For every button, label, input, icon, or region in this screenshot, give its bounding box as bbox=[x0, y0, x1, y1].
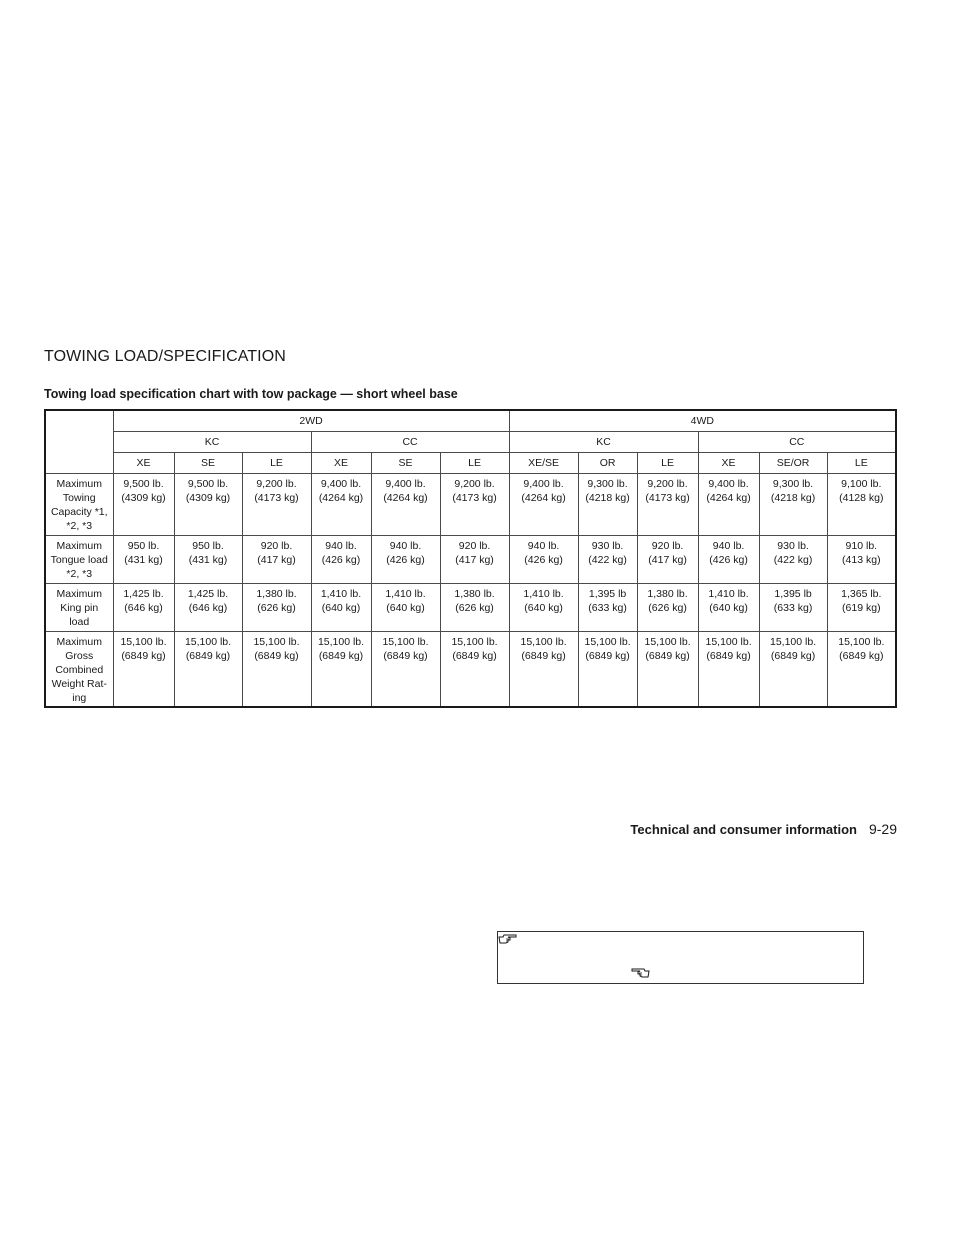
value-kg: (640 kg) bbox=[321, 602, 361, 614]
trim-header: OR bbox=[578, 453, 637, 474]
value-lb: 15,100 lb. bbox=[253, 636, 300, 648]
value-kg: (431 kg) bbox=[188, 554, 228, 566]
table-cell bbox=[113, 536, 174, 584]
trim-header: LE bbox=[637, 453, 698, 474]
value-lb: 9,400 lb. bbox=[708, 478, 749, 490]
row-label-line: Maximum bbox=[56, 540, 102, 552]
trim-header-row bbox=[45, 453, 896, 474]
value-lb: 910 lb. bbox=[845, 540, 878, 552]
row-label-line: *2, *3 bbox=[66, 520, 93, 532]
value-kg: (422 kg) bbox=[588, 554, 627, 566]
table-cell bbox=[759, 474, 827, 536]
row-label bbox=[45, 536, 113, 584]
value-lb: 1,380 lb. bbox=[647, 588, 688, 600]
trim-header: SE bbox=[174, 453, 242, 474]
value-kg: (4173 kg) bbox=[645, 492, 690, 504]
value-kg: (626 kg) bbox=[455, 602, 494, 614]
cab-header: KC bbox=[113, 432, 311, 453]
table-cell bbox=[371, 536, 440, 584]
value-kg: (4218 kg) bbox=[585, 492, 630, 504]
table-cell bbox=[509, 536, 578, 584]
value-kg: (633 kg) bbox=[773, 602, 813, 614]
value-lb: 940 lb. bbox=[527, 540, 560, 552]
value-lb: 1,395 lb bbox=[774, 588, 812, 600]
value-kg: (6849 kg) bbox=[254, 650, 299, 662]
value-lb: 9,200 lb. bbox=[454, 478, 495, 490]
value-kg: (4309 kg) bbox=[185, 492, 231, 504]
trim-header: SE bbox=[371, 453, 440, 474]
row-label-line: Combined bbox=[55, 664, 104, 676]
value-kg: (626 kg) bbox=[257, 602, 296, 614]
value-lb: 15,100 lb. bbox=[770, 636, 817, 648]
value-lb: 940 lb. bbox=[389, 540, 422, 552]
table-cell bbox=[371, 474, 440, 536]
value-lb: 1,425 lb. bbox=[123, 588, 164, 600]
value-kg: (6849 kg) bbox=[839, 650, 884, 662]
value-lb: 9,400 lb. bbox=[523, 478, 564, 490]
row-label-line: Gross bbox=[65, 650, 94, 662]
towing-spec-table bbox=[44, 409, 897, 708]
value-kg: (417 kg) bbox=[455, 554, 494, 566]
value-kg: (640 kg) bbox=[709, 602, 748, 614]
cab-header: KC bbox=[509, 432, 698, 453]
value-kg: (4264 kg) bbox=[706, 492, 751, 504]
table-cell bbox=[371, 632, 440, 708]
table-row bbox=[45, 632, 896, 708]
table-cell bbox=[311, 474, 371, 536]
table-cell bbox=[174, 584, 242, 632]
table-cell bbox=[440, 584, 509, 632]
table-cell bbox=[509, 584, 578, 632]
footer-section-name: Technical and consumer information bbox=[630, 822, 857, 837]
row-label-line: Maximum bbox=[56, 478, 102, 490]
table-cell bbox=[440, 536, 509, 584]
value-lb: 1,365 lb. bbox=[841, 588, 882, 600]
trim-header: XE bbox=[113, 453, 174, 474]
value-kg: (6849 kg) bbox=[318, 650, 364, 662]
row-label-line: King pin bbox=[60, 602, 99, 614]
table-cell bbox=[578, 474, 637, 536]
value-lb: 940 lb. bbox=[325, 540, 357, 552]
table-cell bbox=[827, 584, 896, 632]
value-kg: (6849 kg) bbox=[770, 650, 816, 662]
table-cell bbox=[637, 632, 698, 708]
value-lb: 930 lb. bbox=[591, 540, 624, 552]
value-kg: (4128 kg) bbox=[839, 492, 884, 504]
value-kg: (4264 kg) bbox=[383, 492, 428, 504]
drive-header: 4WD bbox=[509, 410, 896, 432]
value-lb: 1,410 lb. bbox=[320, 588, 362, 600]
value-lb: 15,100 lb. bbox=[838, 636, 885, 648]
table-cell bbox=[637, 474, 698, 536]
table-cell bbox=[174, 536, 242, 584]
table-cell bbox=[759, 584, 827, 632]
table-cell bbox=[578, 584, 637, 632]
value-kg: (6849 kg) bbox=[645, 650, 690, 662]
cab-header-row bbox=[45, 432, 896, 453]
page-number: 9-29 bbox=[868, 821, 897, 837]
trim-header: XE bbox=[698, 453, 759, 474]
table-cell bbox=[440, 632, 509, 708]
table-cell bbox=[174, 474, 242, 536]
table-cell bbox=[113, 584, 174, 632]
value-kg: (426 kg) bbox=[709, 554, 748, 566]
value-lb: 15,100 lb. bbox=[382, 636, 429, 648]
table-cell bbox=[113, 632, 174, 708]
value-kg: (633 kg) bbox=[588, 602, 627, 614]
value-kg: (4309 kg) bbox=[121, 492, 166, 504]
value-lb: 920 lb. bbox=[458, 540, 491, 552]
table-cell bbox=[698, 584, 759, 632]
drive-header-row bbox=[45, 410, 896, 432]
row-label bbox=[45, 474, 113, 536]
value-lb: 15,100 lb. bbox=[184, 636, 232, 648]
value-kg: (431 kg) bbox=[124, 554, 163, 566]
row-label-line: ing bbox=[72, 692, 87, 704]
page-footer bbox=[630, 821, 897, 837]
value-kg: (6849 kg) bbox=[383, 650, 428, 662]
trim-header: LE bbox=[242, 453, 311, 474]
value-kg: (426 kg) bbox=[321, 554, 361, 566]
table-cell bbox=[242, 474, 311, 536]
trim-header: LE bbox=[827, 453, 896, 474]
value-lb: 9,300 lb. bbox=[587, 478, 628, 490]
value-lb: 15,100 lb. bbox=[451, 636, 498, 648]
value-lb: 9,200 lb. bbox=[647, 478, 688, 490]
hand-pointing-left-icon[interactable] bbox=[630, 966, 650, 980]
value-lb: 15,100 lb. bbox=[584, 636, 631, 648]
table-cell bbox=[509, 474, 578, 536]
table-cell bbox=[174, 632, 242, 708]
value-lb: 1,380 lb. bbox=[256, 588, 297, 600]
value-lb: 9,500 lb. bbox=[123, 478, 164, 490]
value-lb: 1,380 lb. bbox=[454, 588, 495, 600]
chart-title: Towing load specification chart with tow package — short wheel base bbox=[44, 387, 458, 401]
table-cell bbox=[113, 474, 174, 536]
row-label bbox=[45, 584, 113, 632]
table-cell bbox=[311, 584, 371, 632]
value-kg: (6849 kg) bbox=[121, 650, 166, 662]
value-kg: (426 kg) bbox=[386, 554, 425, 566]
table-cell bbox=[637, 584, 698, 632]
value-lb: 15,100 lb. bbox=[520, 636, 567, 648]
drive-header: 2WD bbox=[113, 410, 509, 432]
value-kg: (4173 kg) bbox=[254, 492, 299, 504]
row-label-line: Maximum bbox=[56, 588, 102, 600]
trim-header: XE/SE bbox=[509, 453, 578, 474]
value-kg: (640 kg) bbox=[524, 602, 563, 614]
table-cell bbox=[440, 474, 509, 536]
value-lb: 9,300 lb. bbox=[772, 478, 814, 490]
row-label bbox=[45, 632, 113, 708]
navigation-box bbox=[497, 931, 864, 984]
value-kg: (619 kg) bbox=[842, 602, 881, 614]
value-kg: (413 kg) bbox=[842, 554, 881, 566]
value-kg: (422 kg) bbox=[773, 554, 813, 566]
value-kg: (4264 kg) bbox=[521, 492, 566, 504]
value-lb: 15,100 lb. bbox=[120, 636, 167, 648]
value-kg: (646 kg) bbox=[124, 602, 163, 614]
value-lb: 940 lb. bbox=[712, 540, 745, 552]
value-kg: (640 kg) bbox=[386, 602, 425, 614]
row-label-line: Weight Rat- bbox=[51, 678, 107, 690]
value-kg: (4173 kg) bbox=[452, 492, 497, 504]
value-lb: 15,100 lb. bbox=[644, 636, 691, 648]
value-lb: 1,410 lb. bbox=[523, 588, 564, 600]
row-label-line: Tongue load bbox=[50, 554, 108, 566]
table-row bbox=[45, 474, 896, 536]
row-label-line: *2, *3 bbox=[66, 568, 93, 580]
trim-header: LE bbox=[440, 453, 509, 474]
value-kg: (626 kg) bbox=[648, 602, 687, 614]
value-kg: (6849 kg) bbox=[585, 650, 630, 662]
corner-cell bbox=[45, 410, 113, 474]
table-cell bbox=[509, 632, 578, 708]
value-lb: 1,410 lb. bbox=[708, 588, 749, 600]
value-lb: 1,395 lb bbox=[588, 588, 627, 600]
value-lb: 920 lb. bbox=[260, 540, 293, 552]
table-cell bbox=[827, 474, 896, 536]
table-cell bbox=[311, 536, 371, 584]
value-lb: 9,400 lb. bbox=[320, 478, 362, 490]
row-label-line: Maximum bbox=[56, 636, 102, 648]
value-lb: 1,425 lb. bbox=[187, 588, 229, 600]
value-kg: (417 kg) bbox=[648, 554, 687, 566]
value-kg: (4218 kg) bbox=[770, 492, 816, 504]
value-lb: 9,400 lb. bbox=[385, 478, 426, 490]
value-lb: 950 lb. bbox=[192, 540, 224, 552]
table-cell bbox=[578, 536, 637, 584]
value-kg: (6849 kg) bbox=[521, 650, 566, 662]
hand-pointing-right-icon[interactable] bbox=[498, 932, 518, 946]
table-cell bbox=[242, 632, 311, 708]
value-lb: 9,200 lb. bbox=[256, 478, 297, 490]
cab-header: CC bbox=[311, 432, 509, 453]
value-kg: (6849 kg) bbox=[185, 650, 231, 662]
value-lb: 950 lb. bbox=[127, 540, 160, 552]
table-cell bbox=[759, 632, 827, 708]
table-cell bbox=[698, 632, 759, 708]
value-kg: (646 kg) bbox=[188, 602, 228, 614]
value-lb: 15,100 lb. bbox=[705, 636, 752, 648]
row-label-line: Capacity *1, bbox=[50, 506, 108, 518]
table-cell bbox=[311, 632, 371, 708]
table-cell bbox=[242, 584, 311, 632]
table-cell bbox=[698, 474, 759, 536]
value-kg: (426 kg) bbox=[524, 554, 563, 566]
cab-header: CC bbox=[698, 432, 896, 453]
table-row bbox=[45, 536, 896, 584]
value-kg: (4264 kg) bbox=[318, 492, 364, 504]
table-row bbox=[45, 584, 896, 632]
value-lb: 9,100 lb. bbox=[841, 478, 882, 490]
value-lb: 15,100 lb. bbox=[317, 636, 365, 648]
table-cell bbox=[242, 536, 311, 584]
section-title: TOWING LOAD/SPECIFICATION bbox=[44, 348, 286, 365]
value-kg: (6849 kg) bbox=[452, 650, 497, 662]
table-cell bbox=[759, 536, 827, 584]
value-kg: (6849 kg) bbox=[706, 650, 751, 662]
value-kg: (417 kg) bbox=[257, 554, 296, 566]
trim-header: XE bbox=[311, 453, 371, 474]
table-cell bbox=[637, 536, 698, 584]
value-lb: 920 lb. bbox=[651, 540, 684, 552]
table-cell bbox=[578, 632, 637, 708]
table-cell bbox=[827, 536, 896, 584]
value-lb: 1,410 lb. bbox=[385, 588, 426, 600]
trim-header: SE/OR bbox=[759, 453, 827, 474]
table-cell bbox=[371, 584, 440, 632]
row-label-line: Towing bbox=[62, 492, 96, 504]
table-cell bbox=[698, 536, 759, 584]
value-lb: 930 lb. bbox=[777, 540, 809, 552]
row-label-line: load bbox=[69, 616, 90, 628]
table-cell bbox=[827, 632, 896, 708]
value-lb: 9,500 lb. bbox=[187, 478, 229, 490]
